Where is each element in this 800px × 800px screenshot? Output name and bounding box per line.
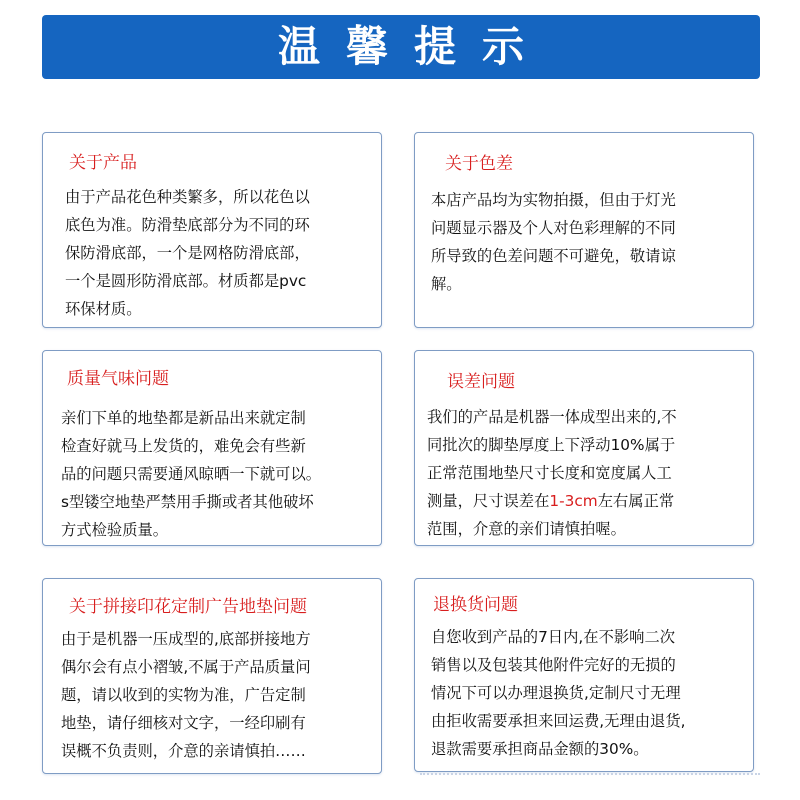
card-color-difference	[414, 132, 754, 328]
body-line: 一个是圆形防滑底部。材质都是pvc	[65, 272, 307, 290]
body-line: 偶尔会有点小褶皱,不属于产品质量问	[61, 658, 311, 676]
body-line: 方式检验质量。	[61, 521, 169, 539]
body-line: 环保材质。	[65, 300, 142, 318]
body-line: 问题显示器及个人对色彩理解的不同	[431, 219, 676, 237]
body-line: 本店产品均为实物拍摄，但由于灯光	[431, 191, 676, 209]
card-title: 退换货问题	[433, 595, 518, 615]
body-line: 正常范围地垫尺寸长度和宽度属人工	[427, 464, 672, 482]
card-body	[427, 403, 677, 543]
tolerance-highlight: 1-3cm	[549, 492, 598, 510]
body-line: 销售以及包装其他附件完好的无损的	[431, 656, 676, 674]
decorative-edge-line	[420, 773, 760, 775]
card-size-tolerance	[414, 350, 754, 546]
body-line: 题，请以收到的实物为准，广告定制	[61, 686, 306, 704]
card-body	[431, 623, 685, 763]
body-line: s型镂空地垫严禁用手撕或者其他破坏	[61, 493, 314, 511]
body-line: 由于产品花色种类繁多，所以花色以	[65, 188, 310, 206]
card-body	[431, 186, 676, 298]
body-line: 品的问题只需要通风晾晒一下就可以。	[61, 465, 322, 483]
card-body	[61, 625, 311, 765]
body-line: 退款需要承担商品金额的30%。	[431, 740, 649, 758]
card-product-info	[42, 132, 382, 328]
card-body	[65, 183, 310, 323]
text-segment: 测量，尺寸误差在	[427, 492, 550, 510]
body-line: 由于是机器一压成型的,底部拼接地方	[61, 630, 311, 648]
card-title: 误差问题	[447, 372, 515, 392]
body-line: 保防滑底部，一个是网格防滑底部，	[65, 244, 310, 262]
header-banner	[42, 15, 760, 79]
body-line: 范围，介意的亲们请慎拍喔。	[427, 520, 626, 538]
body-line: 同批次的脚垫厚度上下浮动10%属于	[427, 436, 676, 454]
body-line: 所导致的色差问题不可避免，敬请谅	[431, 247, 676, 265]
body-line: 由拒收需要承担来回运费,无理由退货,	[431, 712, 686, 730]
body-line: 自您收到产品的7日内,在不影响二次	[431, 628, 676, 646]
body-line: 误概不负责则，介意的亲请慎拍……	[61, 742, 306, 760]
body-line: 亲们下单的地垫都是新品出来就定制	[61, 409, 306, 427]
body-line: 底色为准。防滑垫底部分为不同的环	[65, 216, 310, 234]
page-title: 温馨提示	[277, 22, 550, 71]
card-body	[61, 404, 321, 544]
body-line: 检查好就马上发货的，难免会有些新	[61, 437, 306, 455]
card-title: 质量气味问题	[67, 369, 169, 389]
body-line: 解。	[431, 275, 462, 293]
body-line	[427, 487, 677, 515]
text-segment: 左右属正常	[597, 492, 675, 510]
card-quality-odor	[42, 350, 382, 546]
body-line: 我们的产品是机器一体成型出来的,不	[427, 408, 677, 426]
card-title: 关于拼接印花定制广告地垫问题	[69, 597, 307, 617]
card-return-exchange	[414, 578, 754, 772]
body-line: 地垫，请仔细核对文字，一经印刷有	[61, 714, 306, 732]
body-line: 情况下可以办理退换货,定制尺寸无理	[431, 684, 681, 702]
card-custom-print	[42, 578, 382, 774]
card-title: 关于色差	[445, 154, 513, 174]
card-title: 关于产品	[69, 153, 137, 173]
